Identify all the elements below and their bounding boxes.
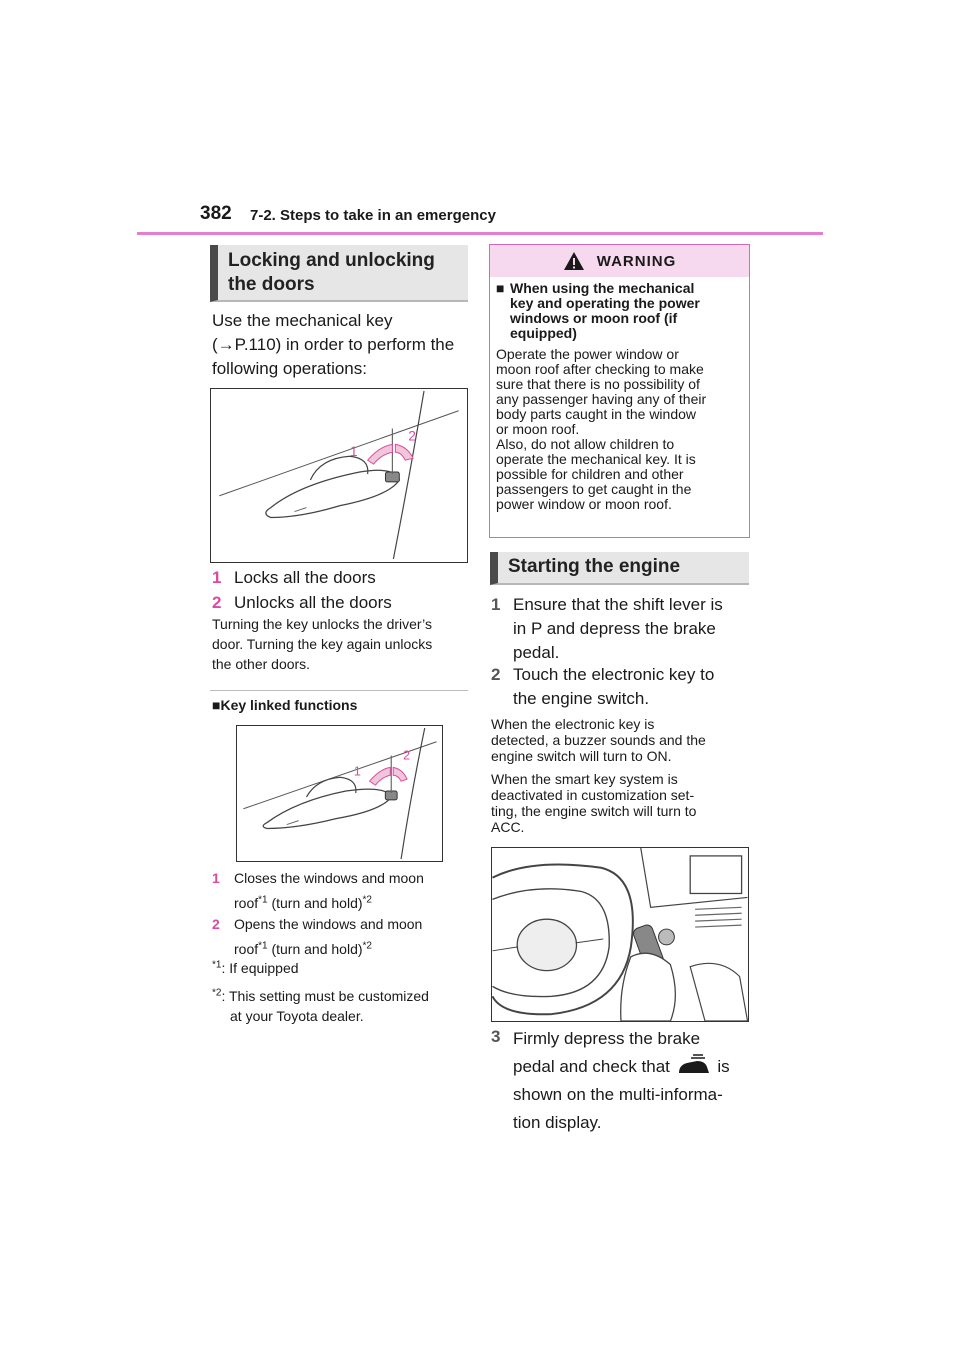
- warning-line: body parts caught in the window: [496, 406, 697, 422]
- warning-title: WARNING: [596, 252, 677, 270]
- locking-note: [212, 614, 468, 674]
- footnote-2: [212, 986, 468, 1026]
- engine-note-line: detected, a buzzer sounds and the: [491, 732, 706, 748]
- engine-note-line: When the electronic key is: [491, 716, 655, 732]
- roof-text: roof: [234, 941, 259, 957]
- intro-line2-ref: P.110) in order to perform the: [234, 335, 455, 354]
- section-title: 7-2. Steps to take in an emergency: [250, 207, 496, 224]
- footnote-mark: *2: [362, 940, 372, 952]
- warning-line: power window or moon roof.: [496, 496, 672, 512]
- footnote-mark: *1: [258, 894, 268, 906]
- lock-step-2-number: 2: [212, 593, 222, 612]
- key-linked-item-1-line1: Closes the windows and moon: [234, 870, 424, 886]
- warning-line: Operate the power window or: [496, 346, 679, 362]
- engine-note-line: ACC.: [491, 819, 525, 835]
- lock-step-1-number: 1: [212, 568, 222, 587]
- engine-step-1-line: Ensure that the shift lever is: [513, 595, 723, 614]
- turn-hold-text: (turn and hold): [267, 941, 363, 957]
- header-rule: [137, 232, 823, 235]
- engine-step-2-line: the engine switch.: [513, 689, 650, 708]
- engine-note-1: [491, 716, 749, 764]
- lock-step-1-text: Locks all the doors: [234, 568, 376, 587]
- key-linked-item-1: [212, 868, 468, 913]
- warning-line: sure that there is no possibility of: [496, 376, 700, 392]
- note-line: door. Turning the key again unlocks: [212, 636, 433, 652]
- door-handle-illustration-2: [237, 726, 442, 861]
- warning-sub-line: When using the mechanical: [510, 280, 695, 296]
- locking-heading-line2: the doors: [228, 274, 315, 295]
- footnote-1: [212, 960, 299, 976]
- warning-line: passengers to get caught in the: [496, 481, 692, 497]
- warning-sub-line: windows or moon roof (if: [510, 310, 678, 326]
- warning-sub-line: equipped): [510, 325, 577, 341]
- turn-hold-text: (turn and hold): [267, 895, 363, 911]
- note-line: the other doors.: [212, 656, 311, 672]
- square-bullet-icon: ■: [212, 697, 221, 713]
- roof-text: roof: [234, 895, 259, 911]
- door-handle-illustration-1: [211, 389, 467, 562]
- engine-step-3: [491, 1025, 749, 1137]
- lock-step-2-text: Unlocks all the doors: [234, 593, 392, 612]
- footnote-2-line1: : This setting must be customized: [221, 988, 429, 1004]
- key-linked-item-2-number: 2: [212, 916, 220, 932]
- intro-line2: (→P.110) in order to perform the: [212, 335, 455, 354]
- engine-note-line: deactivated in customization set-: [491, 787, 695, 803]
- engine-step-3-line3: shown on the multi-informa-: [513, 1085, 723, 1104]
- engine-note-2: [491, 771, 749, 835]
- square-bullet-icon: ■: [496, 280, 505, 296]
- footnote-2-line2: at your Toyota dealer.: [230, 1008, 364, 1024]
- engine-note-line: When the smart key system is: [491, 771, 678, 787]
- locking-heading-line1: Locking and unlocking: [228, 250, 435, 271]
- brake-foot-indicator-icon: [675, 1053, 713, 1075]
- page-number: 382: [200, 203, 232, 224]
- key-linked-item-1-number: 1: [212, 870, 220, 886]
- warning-line: or moon roof.: [496, 421, 580, 437]
- engine-step-3-line2: [513, 1053, 730, 1081]
- engine-step-1-line: in P and depress the brake: [513, 619, 716, 638]
- warning-line: moon roof after checking to make: [496, 361, 704, 377]
- warning-text: [490, 341, 749, 512]
- note-line: Turning the key unlocks the driver’s: [212, 616, 432, 632]
- warning-line: Also, do not allow children to: [496, 436, 675, 452]
- intro-line1: Use the mechanical key: [212, 311, 393, 330]
- footnote-mark: *1: [258, 940, 268, 952]
- key-linked-item-2: [212, 914, 468, 959]
- engine-step-1: [491, 593, 749, 665]
- door-handle-figure-2: [236, 725, 443, 862]
- warning-line: operate the mechanical key. It is: [496, 451, 696, 467]
- key-linked-heading-text: Key linked functions: [220, 697, 358, 713]
- warning-sub-line: key and operating the power: [510, 295, 700, 311]
- figure2-label-1: 1: [353, 763, 361, 779]
- engine-step-2: [491, 663, 749, 711]
- arrow-icon: →: [217, 335, 235, 354]
- engine-step-3-line2-end: is: [717, 1057, 730, 1076]
- key-linked-item-1-line2: [234, 893, 424, 913]
- lock-step-1: [212, 566, 376, 590]
- steering-key-illustration: [492, 848, 748, 1021]
- door-handle-figure-1: [210, 388, 468, 563]
- warning-triangle-icon: [563, 251, 585, 271]
- engine-step-3-line1: Firmly depress the brake: [513, 1029, 701, 1048]
- warning-subheading: [490, 277, 749, 341]
- warning-line: any passenger having any of their: [496, 391, 707, 407]
- divider: [210, 690, 468, 691]
- engine-step-3-line4: tion display.: [513, 1113, 602, 1132]
- figure1-label-2: 2: [408, 427, 416, 444]
- engine-note-line: ting, the engine switch will turn to: [491, 803, 697, 819]
- warning-line: possible for children and other: [496, 466, 684, 482]
- engine-note-line: engine switch will turn to ON.: [491, 748, 672, 764]
- key-linked-heading: [212, 697, 357, 713]
- footnote-2-mark: *2: [212, 987, 222, 999]
- engine-step-1-line: pedal.: [513, 643, 560, 662]
- engine-switch-figure: [491, 847, 749, 1022]
- lock-step-2: [212, 591, 392, 615]
- engine-step-2-number: 2: [491, 665, 501, 684]
- engine-step-1-number: 1: [491, 595, 501, 614]
- footnote-mark: *2: [362, 894, 372, 906]
- figure1-label-1: 1: [349, 443, 358, 460]
- footnote-1-text: : If equipped: [221, 960, 299, 976]
- key-linked-item-2-line1: Opens the windows and moon: [234, 916, 423, 932]
- engine-step-2-line: Touch the electronic key to: [513, 665, 715, 684]
- intro-line3: following operations:: [212, 359, 367, 378]
- footnote-1-mark: *1: [212, 959, 222, 971]
- engine-step-3-number: 3: [491, 1027, 501, 1046]
- locking-heading: [210, 245, 468, 302]
- warning-header: [490, 245, 749, 277]
- warning-box: [489, 244, 750, 538]
- locking-intro: [212, 309, 467, 381]
- engine-heading: Starting the engine: [490, 552, 749, 585]
- key-linked-item-2-line2: [234, 939, 422, 959]
- engine-step-3-line2-text: pedal and check that: [513, 1057, 670, 1076]
- figure2-label-2: 2: [403, 747, 411, 763]
